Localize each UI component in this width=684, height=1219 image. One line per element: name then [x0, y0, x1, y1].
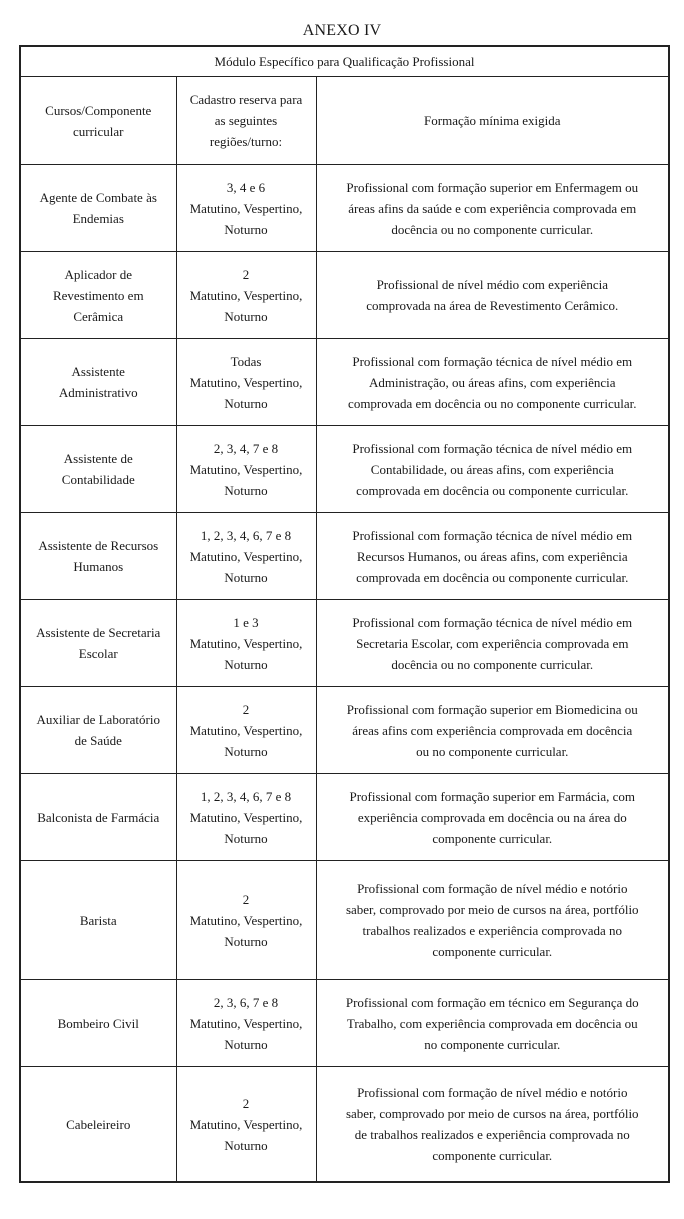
regions-cell: [176, 600, 316, 687]
course-cell-line: Balconista de Farmácia: [37, 809, 160, 825]
header-regions: [176, 77, 316, 165]
header-course-line: curricular: [72, 123, 124, 139]
regions-cell-line: Noturno: [224, 395, 268, 411]
regions-cell-line: 3, 4 e 6: [226, 179, 266, 195]
course-cell-line: Cabeleireiro: [66, 1116, 131, 1132]
table-row: [20, 600, 669, 687]
regions-cell-line: Todas: [230, 353, 262, 369]
table-row: [20, 774, 669, 861]
course-cell: [20, 426, 176, 513]
regions-cell-line: Matutino, Vespertino,: [189, 1116, 303, 1132]
course-cell-line: Contabilidade: [61, 472, 135, 487]
training-cell-line: Profissional com formação técnica de nível médio em: [352, 440, 633, 456]
header-training-line: Formação mínima exigida: [424, 113, 561, 128]
table-row: [20, 1067, 669, 1183]
training-cell-line: comprovada em docência ou no componente curricular.: [348, 395, 637, 411]
course-cell-line: Assistente de Secretaria: [36, 625, 161, 640]
table-row: [20, 861, 669, 980]
regions-cell: [176, 980, 316, 1067]
training-cell: [316, 774, 669, 861]
course-cell-line: Administrativo: [58, 385, 138, 400]
table-row: [20, 252, 669, 339]
table-row: [20, 339, 669, 426]
training-cell: [316, 426, 669, 513]
regions-cell-line: Noturno: [224, 308, 268, 324]
regions-cell-line: Matutino, Vespertino,: [189, 912, 303, 928]
regions-cell-line: Matutino, Vespertino,: [189, 287, 303, 303]
training-cell: [316, 339, 669, 426]
training-cell-line: no componente curricular.: [424, 1036, 561, 1052]
regions-cell-line: Noturno: [224, 482, 268, 498]
training-cell-line: experiência comprovada em docência ou na área do: [357, 809, 627, 825]
regions-cell: [176, 339, 316, 426]
regions-cell-line: 2, 3, 6, 7 e 8: [213, 994, 279, 1010]
course-cell-line: Auxiliar de Laboratório: [36, 712, 160, 727]
course-cell: [20, 861, 176, 980]
regions-cell-line: Matutino, Vespertino,: [189, 461, 303, 477]
header-regions-line: regiões/turno:: [209, 134, 283, 149]
regions-cell-line: 2, 3, 4, 7 e 8: [213, 440, 279, 456]
header-course: [20, 77, 176, 165]
course-cell: [20, 165, 176, 252]
course-cell-line: Barista: [79, 912, 117, 928]
regions-cell-line: Matutino, Vespertino,: [189, 1015, 303, 1031]
training-cell: [316, 1067, 669, 1183]
training-cell-line: de trabalhos realizados e experiência comprovada no: [354, 1127, 630, 1142]
training-cell: [316, 600, 669, 687]
regions-cell: [176, 687, 316, 774]
training-cell: [316, 513, 669, 600]
course-cell-line: Bombeiro Civil: [57, 1015, 139, 1031]
regions-cell-line: 2: [242, 1095, 250, 1111]
course-cell-line: Cerâmica: [73, 308, 124, 324]
course-cell-line: Assistente: [71, 364, 125, 379]
regions-cell: [176, 861, 316, 980]
header-training: [316, 77, 669, 165]
regions-cell-line: 1, 2, 3, 4, 6, 7 e 8: [200, 527, 292, 543]
training-cell-line: saber, comprovado por meio de cursos na área, portfólio: [345, 902, 639, 917]
training-cell-line: Administração, ou áreas afins, com experiência: [368, 374, 616, 390]
course-cell-line: Agente de Combate às: [39, 190, 157, 205]
regions-cell-line: Matutino, Vespertino,: [189, 548, 303, 564]
course-cell-line: Aplicador de: [64, 266, 132, 282]
course-cell-line: de Saúde: [74, 733, 122, 748]
training-cell-line: Profissional com formação superior em Farmácia, com: [349, 788, 636, 804]
training-cell: [316, 252, 669, 339]
page-title: ANEXO IV: [302, 22, 382, 39]
course-cell: [20, 774, 176, 861]
regions-cell-line: Matutino, Vespertino,: [189, 809, 303, 825]
regions-cell-line: 1, 2, 3, 4, 6, 7 e 8: [200, 788, 292, 804]
regions-cell-line: Matutino, Vespertino,: [189, 374, 303, 390]
course-cell-line: Escolar: [78, 646, 118, 661]
table-row: [20, 426, 669, 513]
training-cell-line: componente curricular.: [432, 830, 553, 846]
training-cell: [316, 687, 669, 774]
regions-cell-line: Noturno: [224, 1137, 268, 1153]
course-cell: [20, 980, 176, 1067]
course-cell-line: Humanos: [73, 559, 124, 574]
regions-cell-line: Noturno: [224, 221, 268, 237]
training-cell: [316, 861, 669, 980]
regions-cell: [176, 252, 316, 339]
training-cell-line: docência ou no componente curricular.: [391, 221, 594, 237]
table-row: [20, 687, 669, 774]
training-cell-line: áreas afins da saúde e com experiência comprovada em: [348, 200, 637, 216]
training-cell-line: Trabalho, com experiência comprovada em docência ou: [346, 1015, 638, 1031]
course-cell: [20, 252, 176, 339]
course-cell-line: Endemias: [72, 211, 124, 226]
regions-cell-line: Noturno: [224, 830, 268, 846]
training-cell-line: Profissional com formação técnica de nível médio em: [352, 614, 633, 630]
training-cell-line: Profissional com formação técnica de nível médio em: [352, 527, 633, 543]
training-cell-line: saber, comprovado por meio de cursos na área, portfólio: [345, 1106, 639, 1121]
training-cell-line: ou no componente curricular.: [416, 743, 569, 759]
qualification-table: [19, 45, 670, 1183]
training-cell: [316, 980, 669, 1067]
training-cell-line: Profissional com formação superior em Biomedicina ou: [346, 701, 638, 717]
header-regions-line: as seguintes: [214, 113, 278, 128]
training-cell-line: componente curricular.: [432, 1148, 553, 1163]
regions-cell-line: Noturno: [224, 933, 268, 949]
course-cell: [20, 687, 176, 774]
training-cell-line: componente curricular.: [432, 944, 553, 959]
table-row: [20, 513, 669, 600]
training-cell-line: comprovada em docência ou componente curricular.: [356, 482, 629, 498]
regions-cell: [176, 426, 316, 513]
course-cell-line: Assistente de: [63, 451, 133, 466]
course-cell-line: Revestimento em: [52, 287, 144, 303]
regions-cell-line: Matutino, Vespertino,: [189, 200, 303, 216]
header-regions-line: Cadastro reserva para: [189, 92, 303, 107]
training-cell-line: Secretaria Escolar, com experiência comprovada em: [356, 635, 629, 651]
course-cell: [20, 600, 176, 687]
regions-cell-line: Noturno: [224, 1036, 268, 1052]
training-cell: [316, 165, 669, 252]
training-cell-line: trabalhos realizados e experiência comprovada no: [362, 923, 623, 938]
regions-cell-line: Matutino, Vespertino,: [189, 635, 303, 651]
regions-cell: [176, 513, 316, 600]
training-cell-line: comprovada na área de Revestimento Cerâmico.: [366, 298, 619, 313]
table-row: [20, 980, 669, 1067]
course-cell: [20, 339, 176, 426]
regions-cell: [176, 165, 316, 252]
training-cell-line: Profissional de nível médio com experiência: [376, 277, 608, 292]
training-cell-line: Profissional com formação de nível médio e notório: [357, 881, 628, 896]
regions-cell-line: Noturno: [224, 743, 268, 759]
regions-cell-line: 2: [242, 701, 250, 717]
training-cell-line: Contabilidade, ou áreas afins, com experiência: [370, 461, 614, 477]
training-cell-line: áreas afins com experiência comprovada em docência: [352, 722, 633, 738]
regions-cell-line: 1 e 3: [233, 614, 259, 630]
training-cell-line: Profissional com formação superior em Enfermagem ou: [346, 179, 639, 195]
course-cell-line: Assistente de Recursos: [38, 538, 159, 553]
training-cell-line: Profissional com formação em técnico em Segurança do: [345, 994, 639, 1010]
training-cell-line: comprovada em docência ou componente curricular.: [356, 569, 629, 585]
table-caption: Módulo Específico para Qualificação Profissional: [20, 46, 669, 77]
course-cell: [20, 1067, 176, 1183]
training-cell-line: Profissional com formação de nível médio e notório: [357, 1085, 628, 1100]
header-course-line: Cursos/Componente: [45, 102, 152, 118]
regions-cell-line: 2: [242, 266, 250, 282]
table-row: [20, 165, 669, 252]
regions-cell-line: Noturno: [224, 656, 268, 672]
regions-cell: [176, 774, 316, 861]
regions-cell-line: Matutino, Vespertino,: [189, 722, 303, 738]
course-cell: [20, 513, 176, 600]
training-cell-line: Recursos Humanos, ou áreas afins, com experiência: [356, 548, 628, 564]
regions-cell-line: 2: [242, 891, 250, 907]
regions-cell: [176, 1067, 316, 1183]
training-cell-line: Profissional com formação técnica de nível médio em: [352, 353, 633, 369]
table-header-row: [20, 77, 669, 165]
regions-cell-line: Noturno: [224, 569, 268, 585]
table-caption-row: [20, 46, 669, 77]
training-cell-line: docência ou no componente curricular.: [391, 656, 594, 672]
